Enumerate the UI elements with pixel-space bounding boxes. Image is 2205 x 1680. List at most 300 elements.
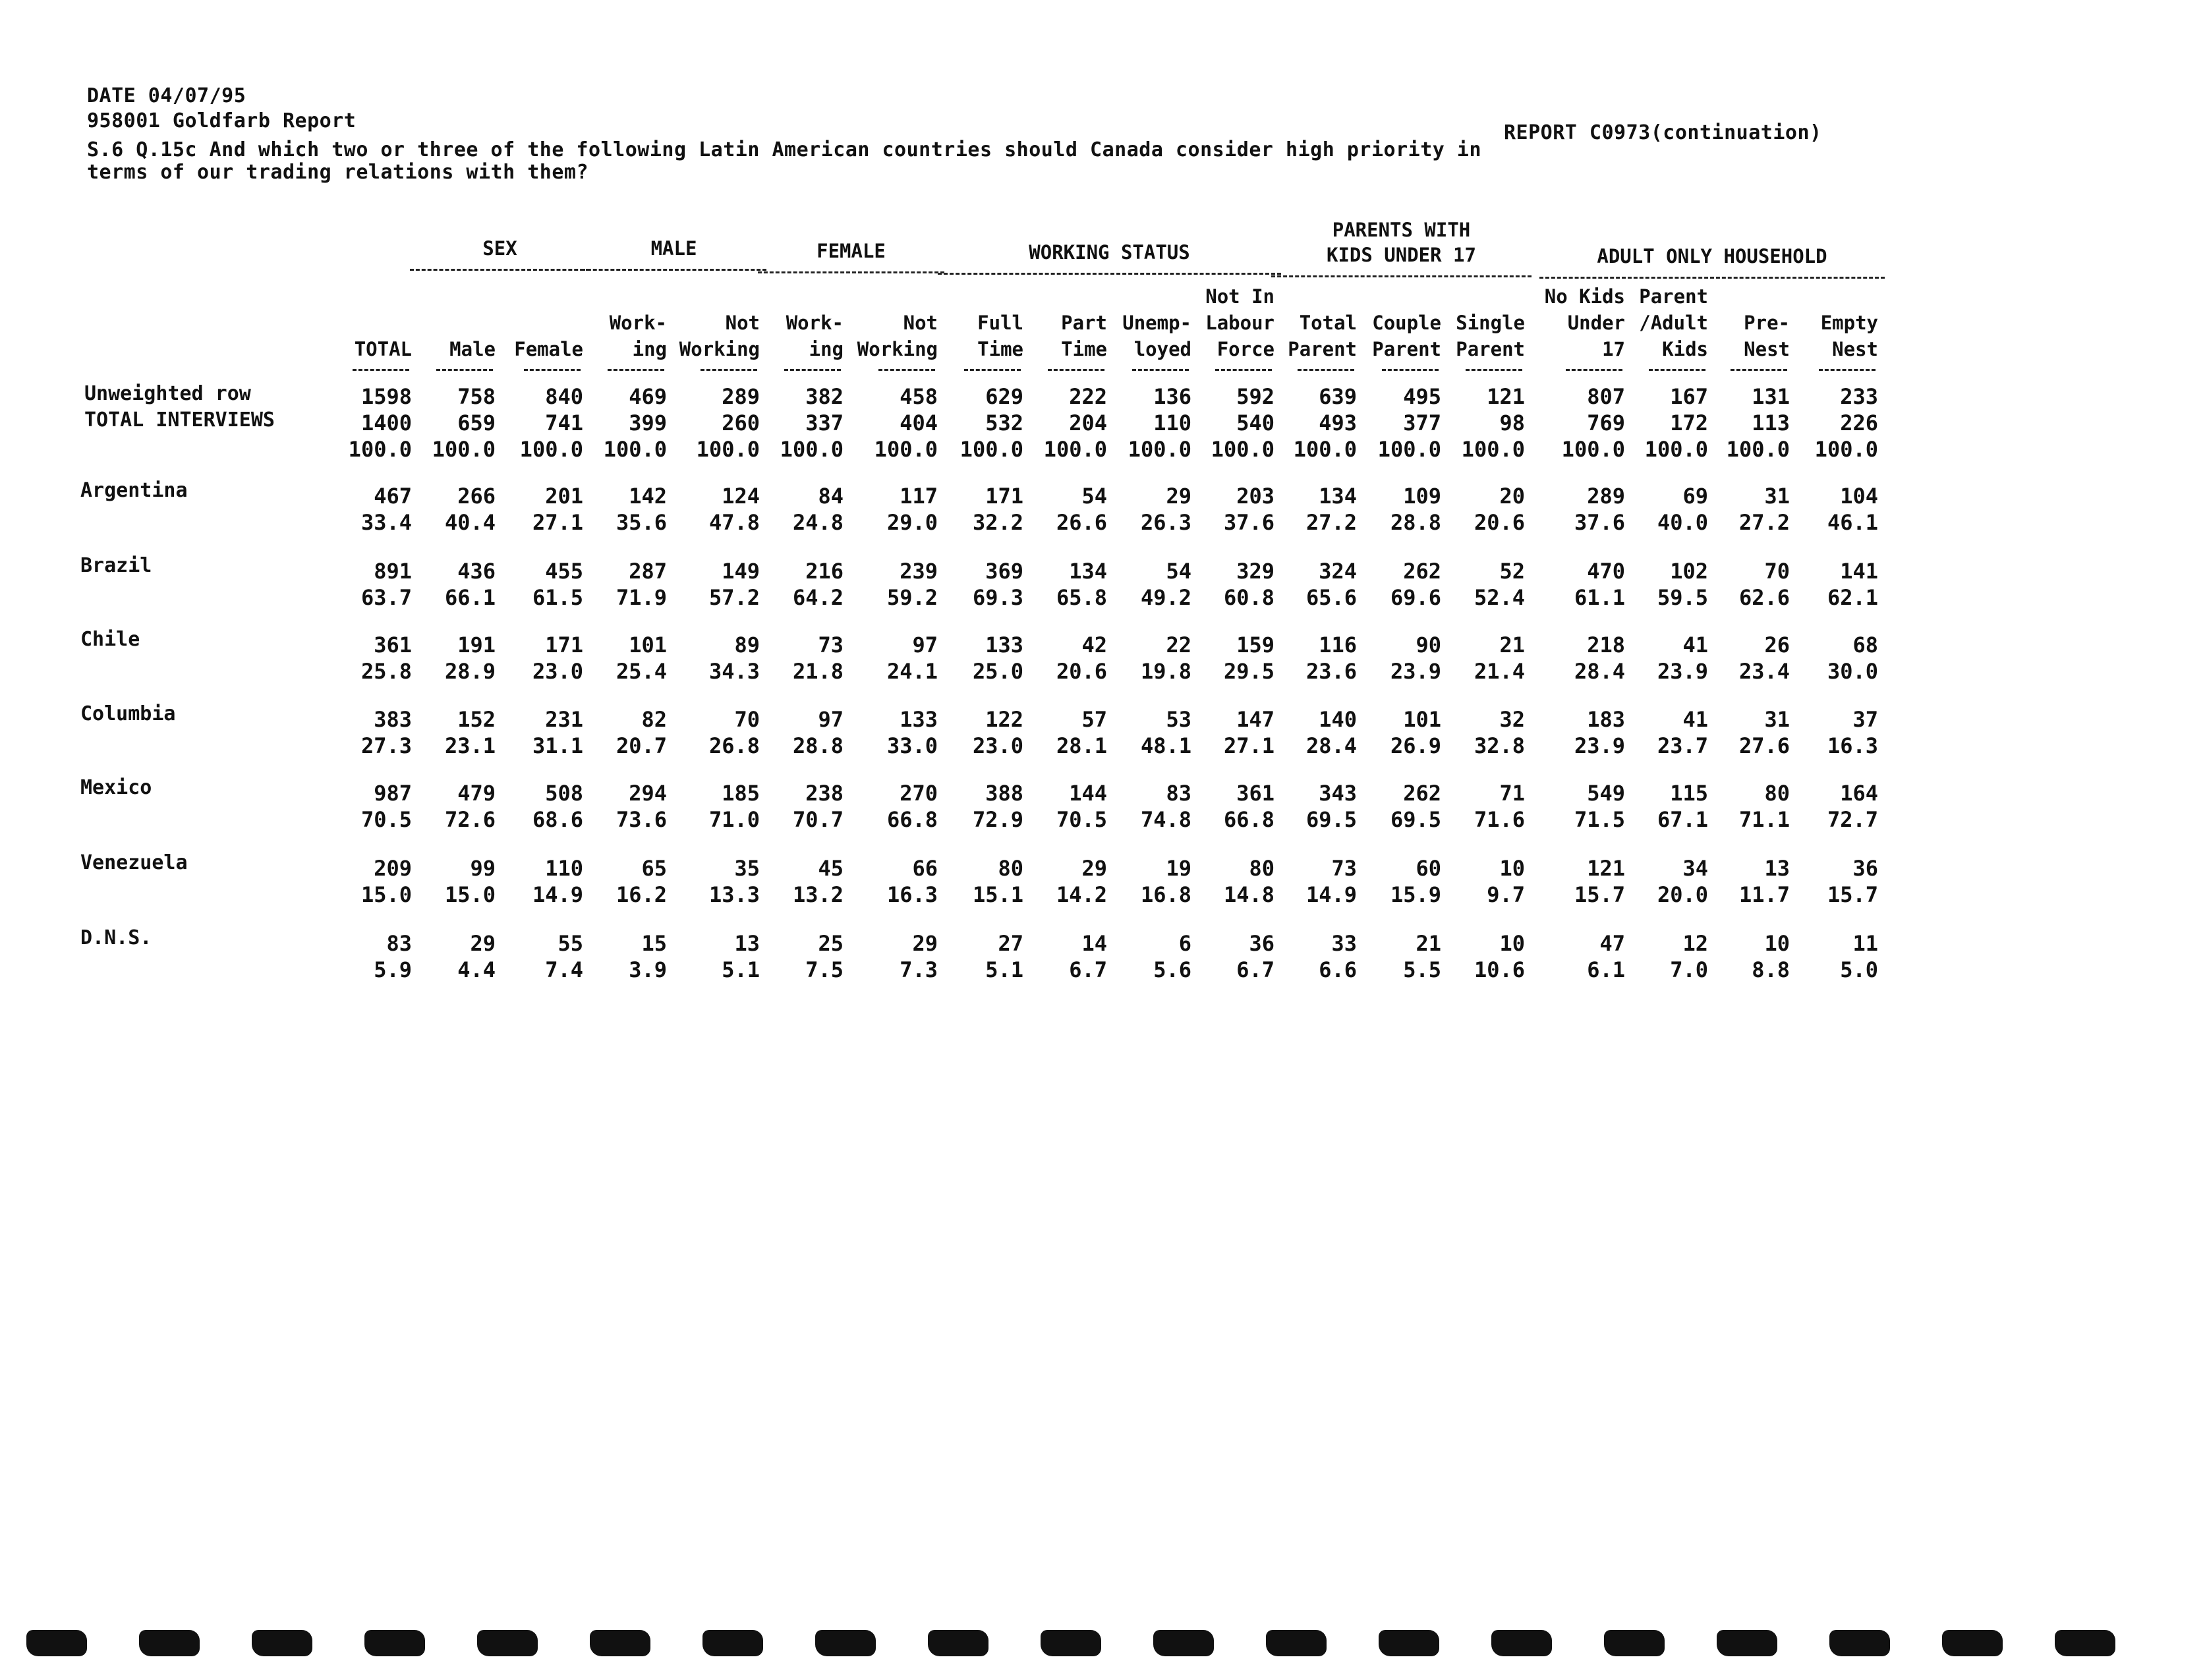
group-divider [1271,275,1532,277]
cell-weighted: 172 [1670,410,1708,435]
cell-count: 262 [1403,559,1441,584]
cell-count: 216 [805,559,844,584]
cell-count: 71 [1499,781,1525,806]
cell-total-percent: 100.0 [1726,437,1790,462]
cell-count: 388 [985,781,1023,806]
cell-total-percent: 100.0 [1644,437,1708,462]
cell-percent: 14.8 [1223,882,1274,907]
cell-unweighted: 121 [1487,384,1525,409]
cell-count: 70 [734,707,760,732]
cell-percent: 29.0 [886,510,938,535]
cell-percent: 62.6 [1738,585,1790,610]
row-label-country: D.N.S. [80,926,152,949]
cell-count: 52 [1499,559,1525,584]
column-divider [1649,369,1705,371]
cell-count: 467 [374,484,412,509]
cell-count: 144 [1069,781,1107,806]
cell-unweighted: 167 [1670,384,1708,409]
cell-percent: 47.8 [708,510,760,535]
cell-weighted: 260 [722,410,760,435]
cell-unweighted: 131 [1752,384,1790,409]
cell-percent: 71.5 [1574,807,1625,832]
feed-hole [139,1630,200,1656]
cell-count: 29 [1081,856,1107,881]
column-divider [436,369,493,371]
cell-count: 41 [1682,707,1708,732]
cell-count: 110 [545,856,583,881]
feed-hole [477,1630,538,1656]
cell-total-percent: 100.0 [603,437,667,462]
cell-percent: 49.2 [1140,585,1191,610]
report-name: 958001 Goldfarb Report [87,109,357,132]
cell-count: 6 [1178,931,1191,956]
cell-unweighted: 289 [722,384,760,409]
cell-percent: 72.9 [972,807,1023,832]
cell-percent: 5.1 [985,957,1023,982]
row-label-country: Venezuela [80,851,188,874]
cell-percent: 70.5 [360,807,412,832]
cell-count: 22 [1166,632,1191,658]
cell-unweighted: 639 [1319,384,1357,409]
cell-total-percent: 100.0 [1211,437,1274,462]
cell-count: 29 [1166,484,1191,509]
column-header: Not Working [679,312,760,360]
column-divider [524,369,581,371]
feed-hole [364,1630,425,1656]
cell-count: 343 [1319,781,1357,806]
cell-count: 218 [1587,632,1625,658]
cell-percent: 16.2 [616,882,667,907]
cell-count: 121 [1587,856,1625,881]
cell-percent: 32.8 [1474,733,1525,758]
cell-count: 37 [1852,707,1878,732]
cell-total-percent: 100.0 [1814,437,1878,462]
cell-count: 42 [1081,632,1107,658]
cell-count: 10 [1764,931,1790,956]
group-header: MALE [650,237,697,260]
cell-count: 101 [1403,707,1441,732]
cell-count: 82 [641,707,667,732]
cell-total-percent: 100.0 [1293,437,1357,462]
feed-hole [1379,1630,1439,1656]
cell-percent: 23.4 [1738,659,1790,684]
cell-percent: 70.7 [792,807,844,832]
group-divider [1539,277,1885,279]
cell-count: 455 [545,559,583,584]
cell-percent: 25.0 [972,659,1023,684]
column-divider [1132,369,1189,371]
cell-percent: 48.1 [1140,733,1191,758]
cell-count: 134 [1319,484,1357,509]
cell-percent: 16.3 [1827,733,1878,758]
cell-weighted: 204 [1069,410,1107,435]
cell-count: 159 [1236,632,1274,658]
cell-count: 60 [1416,856,1441,881]
cell-count: 34 [1682,856,1708,881]
cell-count: 117 [900,484,938,509]
cell-count: 149 [722,559,760,584]
cell-count: 68 [1852,632,1878,658]
cell-percent: 61.1 [1574,585,1625,610]
cell-percent: 57.2 [708,585,760,610]
cell-weighted: 110 [1153,410,1191,435]
group-header: PARENTS WITH KIDS UNDER 17 [1327,219,1476,266]
cell-percent: 65.6 [1305,585,1357,610]
cell-weighted: 404 [900,410,938,435]
cell-percent: 20.0 [1657,882,1708,907]
cell-count: 324 [1319,559,1357,584]
cell-total-percent: 100.0 [1043,437,1107,462]
cell-count: 891 [374,559,412,584]
column-divider [964,369,1021,371]
column-header: Not In Labour Force [1205,285,1274,360]
column-header: Work- ing [609,312,667,360]
group-divider [581,269,766,271]
cell-count: 115 [1670,781,1708,806]
cell-count: 147 [1236,707,1274,732]
column-divider [1466,369,1522,371]
feed-hole [1717,1630,1777,1656]
feed-hole [815,1630,876,1656]
cell-weighted: 113 [1752,410,1790,435]
group-header: SEX [482,237,517,260]
cell-weighted: 769 [1587,410,1625,435]
cell-percent: 26.6 [1056,510,1107,535]
feed-hole [1604,1630,1665,1656]
cell-percent: 5.5 [1403,957,1441,982]
cell-weighted: 540 [1236,410,1274,435]
cell-count: 987 [374,781,412,806]
cell-percent: 23.0 [532,659,583,684]
cell-percent: 71.1 [1738,807,1790,832]
cell-percent: 4.4 [457,957,496,982]
cell-count: 97 [912,632,938,658]
cell-count: 31 [1764,707,1790,732]
feed-hole [26,1630,87,1656]
cell-count: 12 [1682,931,1708,956]
column-divider [1566,369,1622,371]
cell-count: 383 [374,707,412,732]
cell-unweighted: 758 [457,384,496,409]
cell-percent: 73.6 [616,807,667,832]
cell-percent: 71.9 [616,585,667,610]
cell-count: 479 [457,781,496,806]
cell-unweighted: 807 [1587,384,1625,409]
cell-count: 124 [722,484,760,509]
cell-count: 35 [734,856,760,881]
group-header: ADULT ONLY HOUSEHOLD [1597,245,1827,267]
column-header: Not Working [857,312,938,360]
feed-hole [1491,1630,1552,1656]
cell-count: 10 [1499,856,1525,881]
cell-total-percent: 100.0 [959,437,1023,462]
cell-percent: 26.8 [708,733,760,758]
cell-count: 26 [1764,632,1790,658]
cell-percent: 52.4 [1474,585,1525,610]
cell-count: 73 [1331,856,1357,881]
cell-count: 262 [1403,781,1441,806]
cell-percent: 14.2 [1056,882,1107,907]
cell-percent: 32.2 [972,510,1023,535]
cell-percent: 23.9 [1574,733,1625,758]
cell-percent: 13.3 [708,882,760,907]
column-divider [608,369,664,371]
cell-percent: 46.1 [1827,510,1878,535]
cell-count: 45 [818,856,844,881]
cell-percent: 37.6 [1223,510,1274,535]
cell-percent: 15.7 [1574,882,1625,907]
cell-weighted: 399 [629,410,667,435]
cell-count: 436 [457,559,496,584]
cell-percent: 26.3 [1140,510,1191,535]
cell-count: 55 [558,931,583,956]
cell-percent: 21.8 [792,659,844,684]
cell-weighted: 98 [1499,410,1525,435]
cell-percent: 24.1 [886,659,938,684]
cell-percent: 69.6 [1390,585,1441,610]
cell-count: 66 [912,856,938,881]
column-divider [1048,369,1104,371]
cell-unweighted: 222 [1069,384,1107,409]
cell-count: 239 [900,559,938,584]
cell-count: 508 [545,781,583,806]
cell-count: 361 [1236,781,1274,806]
question-line-1: S.6 Q.15c And which two or three of the following Latin American countries should Canada consider high priority in [87,138,1482,161]
cell-unweighted: 592 [1236,384,1274,409]
cell-percent: 30.0 [1827,659,1878,684]
cell-total-percent: 100.0 [696,437,760,462]
cell-count: 238 [805,781,844,806]
cell-count: 53 [1166,707,1191,732]
cell-count: 21 [1416,931,1441,956]
column-divider [353,369,409,371]
cell-percent: 29.5 [1223,659,1274,684]
cell-total-percent: 100.0 [432,437,496,462]
cell-percent: 72.6 [444,807,496,832]
column-divider [1298,369,1354,371]
cell-weighted: 659 [457,410,496,435]
cell-count: 287 [629,559,667,584]
cell-percent: 19.8 [1140,659,1191,684]
cell-count: 470 [1587,559,1625,584]
cell-count: 203 [1236,484,1274,509]
cell-count: 21 [1499,632,1525,658]
cell-weighted: 377 [1403,410,1441,435]
cell-percent: 7.0 [1670,957,1708,982]
cell-percent: 69.3 [972,585,1023,610]
cell-percent: 69.5 [1390,807,1441,832]
column-divider [1819,369,1876,371]
cell-count: 134 [1069,559,1107,584]
cell-count: 41 [1682,632,1708,658]
cell-percent: 71.0 [708,807,760,832]
cell-count: 209 [374,856,412,881]
cell-percent: 28.9 [444,659,496,684]
cell-count: 32 [1499,707,1525,732]
cell-count: 89 [734,632,760,658]
cell-percent: 71.6 [1474,807,1525,832]
column-divider [701,369,757,371]
cell-count: 15 [641,931,667,956]
cell-count: 109 [1403,484,1441,509]
cell-percent: 15.7 [1827,882,1878,907]
cell-percent: 9.7 [1487,882,1525,907]
cell-percent: 20.7 [616,733,667,758]
cell-count: 83 [386,931,412,956]
cell-unweighted: 136 [1153,384,1191,409]
cell-percent: 5.0 [1840,957,1878,982]
cell-percent: 5.6 [1153,957,1191,982]
group-divider [938,273,1281,275]
cell-weighted: 226 [1840,410,1878,435]
cell-count: 152 [457,707,496,732]
cell-count: 33 [1331,931,1357,956]
cell-unweighted: 233 [1840,384,1878,409]
cell-total-percent: 100.0 [1461,437,1525,462]
column-header: Female [514,338,583,360]
column-divider [1215,369,1272,371]
cell-count: 133 [900,707,938,732]
cell-percent: 66.1 [444,585,496,610]
cell-count: 29 [912,931,938,956]
cell-percent: 14.9 [1305,882,1357,907]
cell-count: 36 [1852,856,1878,881]
cell-count: 191 [457,632,496,658]
cell-count: 231 [545,707,583,732]
cell-percent: 3.9 [629,957,667,982]
cell-percent: 27.2 [1305,510,1357,535]
row-label-unweighted: Unweighted row [84,382,251,405]
cell-unweighted: 458 [900,384,938,409]
cell-unweighted: 469 [629,384,667,409]
cell-count: 36 [1249,931,1274,956]
row-label-country: Mexico [80,776,152,799]
column-header: TOTAL [354,338,412,360]
cell-total-percent: 100.0 [1561,437,1625,462]
column-divider [784,369,841,371]
cell-count: 54 [1081,484,1107,509]
cell-percent: 37.6 [1574,510,1625,535]
cell-percent: 28.4 [1574,659,1625,684]
cell-percent: 15.0 [444,882,496,907]
cell-percent: 72.7 [1827,807,1878,832]
row-label-country: Argentina [80,479,188,502]
cell-percent: 16.8 [1140,882,1191,907]
cell-percent: 68.6 [532,807,583,832]
cell-percent: 59.5 [1657,585,1708,610]
cell-count: 99 [470,856,496,881]
cell-percent: 27.6 [1738,733,1790,758]
cell-percent: 33.0 [886,733,938,758]
cell-percent: 7.4 [545,957,583,982]
cell-unweighted: 495 [1403,384,1441,409]
cell-unweighted: 629 [985,384,1023,409]
cell-count: 141 [1840,559,1878,584]
cell-percent: 34.3 [708,659,760,684]
cell-percent: 6.7 [1236,957,1274,982]
column-header: Total Parent [1288,312,1357,360]
cell-count: 142 [629,484,667,509]
cell-percent: 65.8 [1056,585,1107,610]
cell-percent: 5.9 [374,957,412,982]
column-header: Part Time [1061,312,1107,360]
cell-percent: 8.8 [1752,957,1790,982]
column-header: Pre- Nest [1744,312,1790,360]
cell-percent: 28.8 [1390,510,1441,535]
cell-percent: 6.6 [1319,957,1357,982]
cell-percent: 69.5 [1305,807,1357,832]
cell-percent: 23.9 [1657,659,1708,684]
feed-hole [702,1630,763,1656]
cell-percent: 74.8 [1140,807,1191,832]
cell-count: 54 [1166,559,1191,584]
cell-percent: 61.5 [532,585,583,610]
feed-hole [590,1630,650,1656]
cell-total-percent: 100.0 [874,437,938,462]
group-divider [410,269,590,271]
cell-percent: 7.3 [900,957,938,982]
cell-percent: 59.2 [886,585,938,610]
cell-percent: 24.8 [792,510,844,535]
report-id: REPORT C0973(continuation) [1504,121,1822,144]
cell-count: 90 [1416,632,1441,658]
cell-count: 266 [457,484,496,509]
cell-percent: 7.5 [805,957,844,982]
cell-count: 549 [1587,781,1625,806]
cell-total-percent: 100.0 [348,437,412,462]
cell-percent: 27.2 [1738,510,1790,535]
row-label-country: Columbia [80,702,176,725]
report-date: DATE 04/07/95 [87,84,246,107]
cell-count: 201 [545,484,583,509]
cell-percent: 6.7 [1069,957,1107,982]
group-header: FEMALE [816,240,886,262]
cell-count: 70 [1764,559,1790,584]
cell-percent: 11.7 [1738,882,1790,907]
cell-count: 27 [998,931,1023,956]
column-header: Work- ing [786,312,844,360]
cell-percent: 5.1 [722,957,760,982]
cell-weighted: 493 [1319,410,1357,435]
cell-percent: 70.5 [1056,807,1107,832]
cell-weighted: 337 [805,410,844,435]
cell-count: 289 [1587,484,1625,509]
column-header: Parent /Adult Kids [1639,285,1708,360]
column-divider [878,369,935,371]
column-header: No Kids Under 17 [1544,285,1625,360]
cell-total-percent: 100.0 [519,437,583,462]
cell-count: 122 [985,707,1023,732]
feed-hole [928,1630,988,1656]
cell-count: 65 [641,856,667,881]
cell-count: 369 [985,559,1023,584]
cell-percent: 15.0 [360,882,412,907]
cell-count: 57 [1081,707,1107,732]
cell-total-percent: 100.0 [780,437,844,462]
cell-count: 20 [1499,484,1525,509]
cell-percent: 67.1 [1657,807,1708,832]
feed-hole [252,1630,312,1656]
cell-count: 102 [1670,559,1708,584]
cell-percent: 23.7 [1657,733,1708,758]
cell-total-percent: 100.0 [1128,437,1191,462]
cell-count: 183 [1587,707,1625,732]
cell-percent: 23.0 [972,733,1023,758]
cell-count: 11 [1852,931,1878,956]
cell-percent: 26.9 [1390,733,1441,758]
cell-percent: 66.8 [1223,807,1274,832]
cell-percent: 20.6 [1056,659,1107,684]
